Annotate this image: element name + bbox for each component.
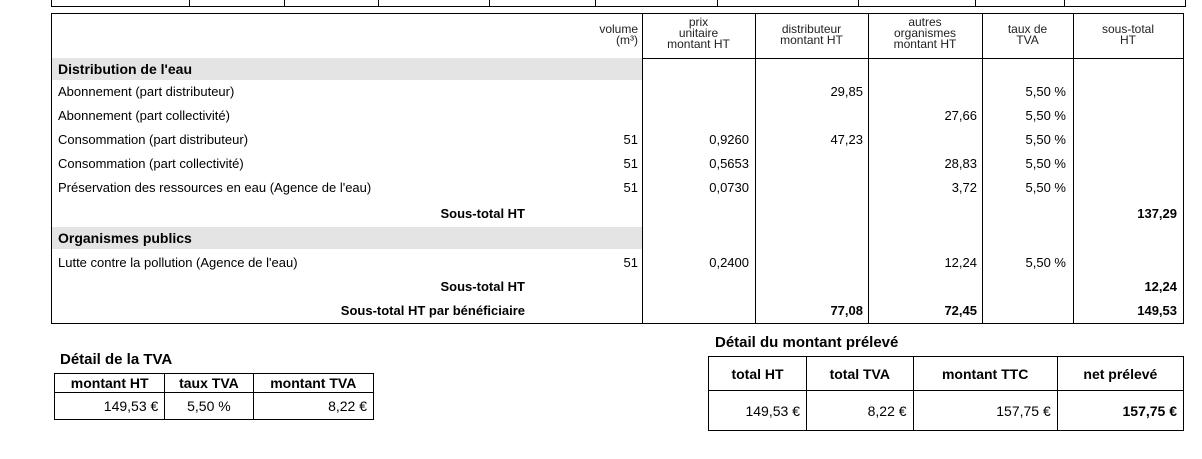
tva-detail-title: Détail de la TVA <box>60 351 173 368</box>
tva-value-montant-ht: 149,53 € <box>55 393 165 420</box>
table-row: Préservation des ressources en eau (Agence de l'eau) 51 0,0730 3,72 5,50 % <box>58 180 1066 195</box>
tva-header-montant-ht: montant HT <box>55 374 165 393</box>
prelev-header-total-ht: total HT <box>709 357 807 391</box>
header-prix-unitaire: prix unitaire montant HT <box>667 15 730 51</box>
prelev-header-montant-ttc: montant TTC <box>913 357 1057 391</box>
table-row: Lutte contre la pollution (Agence de l'eau) 51 0,2400 12,24 5,50 % <box>58 255 1066 270</box>
header-distributeur: distributeur montant HT <box>780 22 843 47</box>
section-distribution: Distribution de l'eau <box>52 58 642 80</box>
prelev-value-montant-ttc: 157,75 € <box>913 391 1057 431</box>
tva-header-montant-tva: montant TVA <box>253 374 373 393</box>
table-row: Abonnement (part distributeur) 29,85 5,50 % <box>58 84 1066 99</box>
table-row: Consommation (part distributeur) 51 0,9260 47,23 5,50 % <box>58 132 1066 147</box>
header-taux-tva: taux de TVA <box>1007 22 1048 47</box>
prelev-detail-table <box>708 356 1184 431</box>
previous-table-edge <box>51 0 1186 7</box>
section-organismes: Organismes publics <box>52 227 642 249</box>
subtotal-row-distribution: Sous-total HT 137,29 <box>440 206 1177 221</box>
prelev-value-total-ht: 149,53 € <box>709 391 807 431</box>
prelev-header-net-preleve: net prélevé <box>1057 357 1183 391</box>
table-row: Abonnement (part collectivité) 27,66 5,50 % <box>58 108 1066 123</box>
prelev-value-net-preleve: 157,75 € <box>1057 391 1183 431</box>
table-row: Consommation (part collectivité) 51 0,5653 28,83 5,50 % <box>58 156 1066 171</box>
header-autres-organismes: autres organismes montant HT <box>893 15 957 51</box>
tva-header-taux: taux TVA <box>165 374 253 393</box>
subtotal-row-beneficiaire: Sous-total HT par bénéficiaire 77,08 72,45 149,53 <box>340 303 1177 318</box>
header-volume: volume (m³) <box>599 22 638 47</box>
prelev-detail-title: Détail du montant prélevé <box>715 334 899 351</box>
tva-value-taux: 5,50 % <box>165 393 253 420</box>
header-sous-total: sous-total HT <box>1101 22 1155 47</box>
water-bill-detail-table <box>51 13 1184 324</box>
tva-value-montant-tva: 8,22 € <box>253 393 373 420</box>
tva-detail-table <box>54 373 374 420</box>
prelev-value-total-tva: 8,22 € <box>806 391 913 431</box>
subtotal-row-organismes: Sous-total HT 12,24 <box>440 279 1177 294</box>
prelev-header-total-tva: total TVA <box>806 357 913 391</box>
